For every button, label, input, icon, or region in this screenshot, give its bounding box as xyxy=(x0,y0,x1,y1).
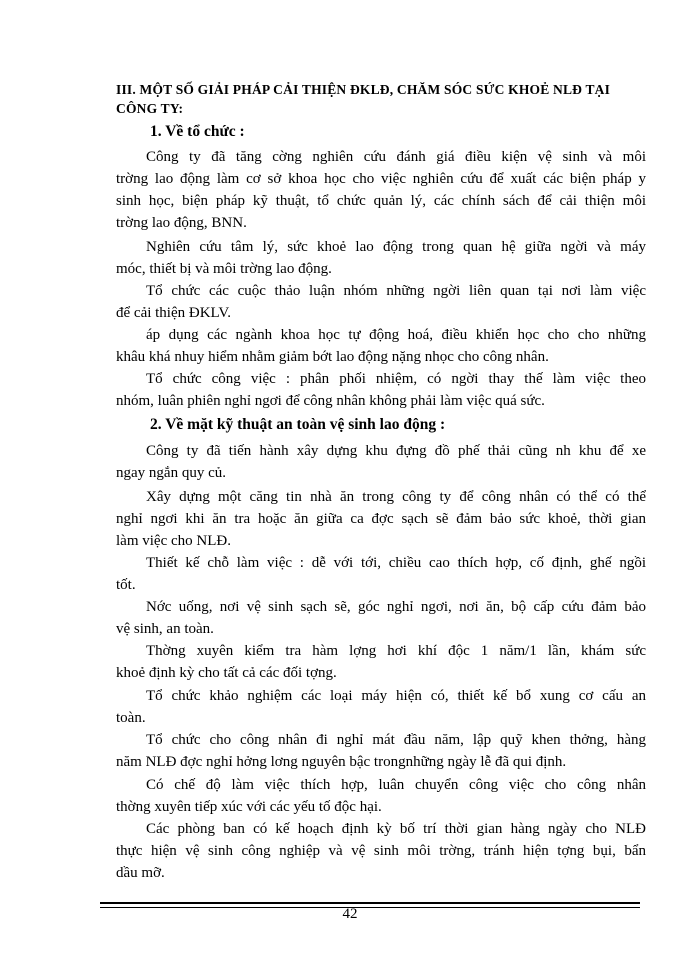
paragraph-line: móc, thiết bị và môi trờng lao động. xyxy=(116,261,332,277)
paragraph-line: ngay ngắn quy củ. xyxy=(116,465,226,481)
heading-organization: 1. Về tổ chức : xyxy=(150,123,245,140)
paragraph-line: tốt. xyxy=(116,577,136,593)
paragraph-line: Tổ chức cho công nhân đi nghỉ mát đầu năm, lập quỹ khen thởng, hàng xyxy=(146,732,646,748)
paragraph-line: toàn. xyxy=(116,710,146,726)
paragraph-line: nhóm, luân phiên nghỉ ngơi để công nhân không phải làm việc quá sức. xyxy=(116,393,545,409)
paragraph-line: Nghiên cứu tâm lý, sức khoẻ lao động trong quan hệ giữa ngời và máy xyxy=(146,239,646,255)
paragraph-line: áp dụng các ngành khoa học tự động hoá, điều khiển học cho cho những xyxy=(146,327,646,343)
footer-rule xyxy=(100,902,640,904)
paragraph-line: thờng xuyên tiếp xúc với các yếu tố độc hại. xyxy=(116,799,382,815)
paragraph-line: Các phòng ban có kế hoạch định kỳ bố trí thời gian hàng ngày cho NLĐ xyxy=(146,821,646,837)
paragraph-line: nghỉ ngơi khi ăn tra hoặc ăn giữa ca đợc sạch sẽ đảm bảo sức khoẻ, thời gian xyxy=(116,511,646,527)
heading-safety-technique: 2. Về mặt kỹ thuật an toàn vệ sinh lao động : xyxy=(150,416,446,433)
paragraph-line: Thiết kế chỗ làm việc : dễ với tới, chiều cao thích hợp, cố định, ghế ngồi xyxy=(146,555,646,571)
paragraph-line: Xây dựng một căng tin nhà ăn trong công ty để công nhân có thể có thể xyxy=(146,489,646,505)
paragraph-line: Công ty đã tiến hành xây dựng khu đựng đồ phế thải cũng nh khu để xe xyxy=(146,443,646,459)
paragraph-line: Tổ chức công việc : phân phối nhiệm, có ngời thay thế làm việc theo xyxy=(146,371,646,387)
paragraph-line: vệ sinh, an toàn. xyxy=(116,621,214,637)
paragraph-line: khoẻ định kỳ cho tất cả các đối tợng. xyxy=(116,665,337,681)
paragraph-line: thực hiện vệ sinh công nghiệp và vệ sinh môi trờng, tránh hiện tợng bụi, bẩn xyxy=(116,843,646,859)
paragraph-line: Thờng xuyên kiểm tra hàm lợng hơi khí độc 1 năm/1 lần, khám sức xyxy=(146,643,646,659)
paragraph-line: dầu mỡ. xyxy=(116,865,165,881)
page-number: 42 xyxy=(342,906,358,922)
paragraph-line: Công ty đã tăng cờng nghiên cứu đánh giá điều kiện vệ sinh và môi xyxy=(146,149,646,165)
paragraph-line: Tổ chức các cuộc thảo luận nhóm những ngời liên quan tại nơi làm việc xyxy=(146,283,646,299)
paragraph-line: để cải thiện ĐKLV. xyxy=(116,305,231,321)
paragraph-line: Tổ chức khảo nghiệm các loại máy hiện có, thiết kế bổ xung cơ cấu an xyxy=(146,688,646,704)
paragraph-line: trờng lao động làm cơ sở khoa học cho việc nghiên cứu để xuất các biện pháp y xyxy=(116,171,646,187)
paragraph-line: năm NLĐ đợc nghỉ hởng lơng nguyên bậc trongnhững ngày lễ đã qui định. xyxy=(116,754,567,770)
paragraph-line: khâu khá nhuy hiểm nhằm giảm bớt lao động nặng nhọc cho công nhân. xyxy=(116,349,549,365)
paragraph-line: Nớc uống, nơi vệ sinh sạch sẽ, góc nghỉ ngơi, nơi ăn, bộ cấp cứu đảm bảo xyxy=(146,599,646,615)
paragraph-line: Có chế độ làm việc thích hợp, luân chuyển công việc cho công nhân xyxy=(146,777,646,793)
paragraph-line: sinh học, biện pháp kỹ thuật, tổ chức quản lý, các chính sách để cải thiện môi xyxy=(116,193,646,209)
paragraph-line: trờng lao động, BNN. xyxy=(116,215,247,231)
section-title: III. MỘT SỐ GIẢI PHÁP CẢI THIỆN ĐKLĐ, CHĂM SÓC SỨC KHOẺ NLĐ TẠI CÔNG TY: xyxy=(116,82,611,116)
paragraph-line: làm việc cho NLĐ. xyxy=(116,533,231,549)
